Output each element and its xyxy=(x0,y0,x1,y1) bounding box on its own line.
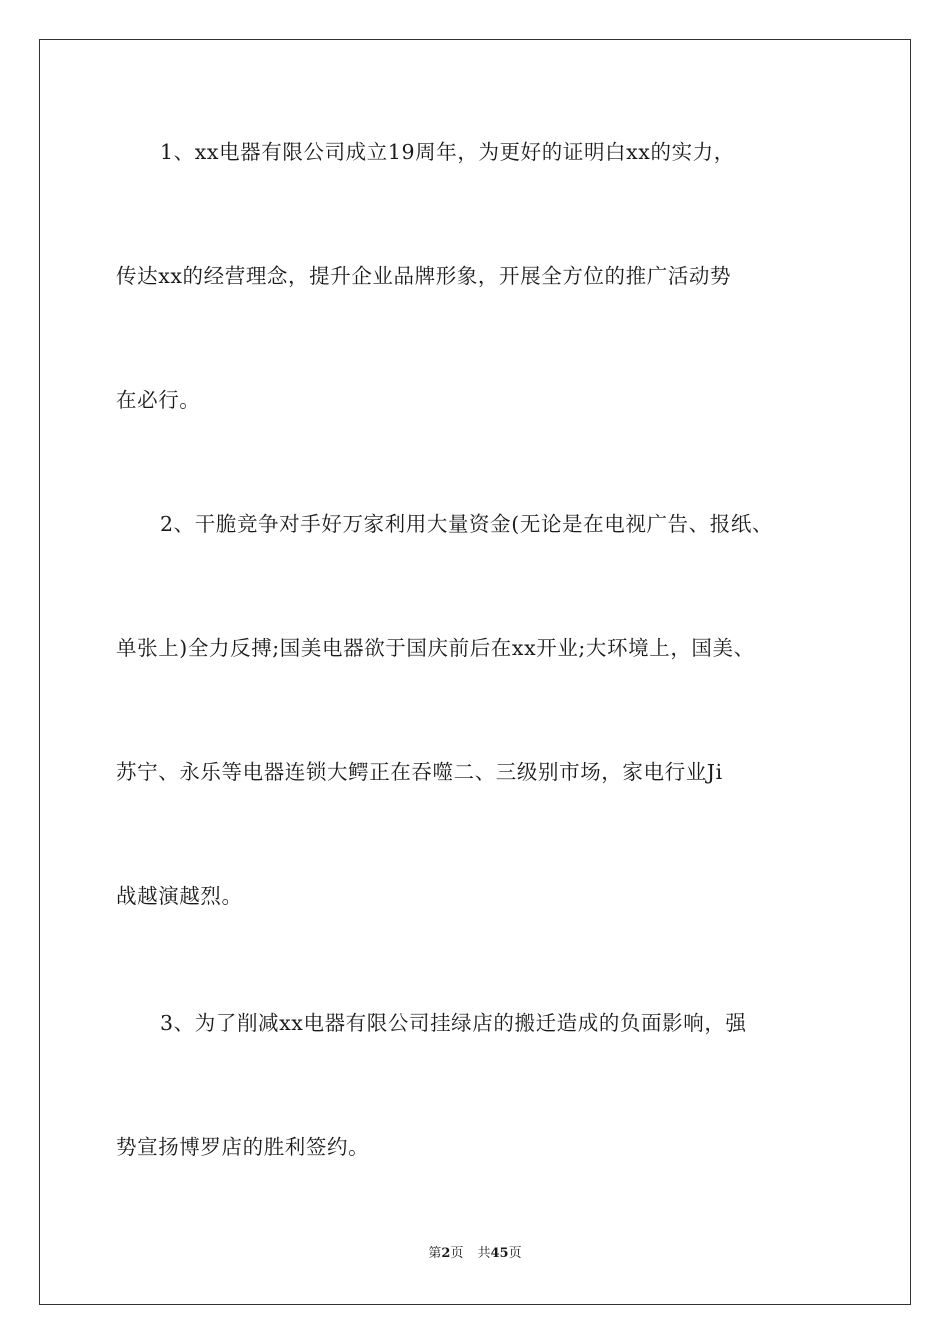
paragraph-2-line-2: 单张上)全力反搏;国美电器欲于国庆前后在xx开业;大环境上，国美、 xyxy=(116,636,755,660)
paragraph-2-line-1: 2、干脆竞争对手好万家利用大量资金(无论是在电视广告、报纸、 xyxy=(160,512,774,536)
footer-total-prefix: 共 xyxy=(477,1246,491,1261)
footer-page-suffix: 页 xyxy=(450,1246,464,1261)
paragraph-2-line-3: 苏宁、永乐等电器连锁大鳄正在吞噬二、三级别市场，家电行业Ji xyxy=(116,760,723,784)
paragraph-3-line-2: 势宣扬博罗店的胜利签约。 xyxy=(116,1135,370,1159)
paragraph-1-line-3: 在必行。 xyxy=(116,388,201,412)
paragraph-1-line-2: 传达xx的经营理念，提升企业品牌形象，开展全方位的推广活动势 xyxy=(116,264,732,288)
page-footer xyxy=(0,1245,950,1263)
paragraph-1-line-1: 1、xx电器有限公司成立19周年，为更好的证明白xx的实力， xyxy=(160,140,735,164)
footer-total-pages: 45 xyxy=(490,1246,509,1261)
footer-total-suffix: 页 xyxy=(508,1246,522,1261)
paragraph-2-line-4: 战越演越烈。 xyxy=(116,884,243,908)
page-border xyxy=(39,39,911,1305)
paragraph-3-line-1: 3、为了削减xx电器有限公司挂绿店的搬迁造成的负面影响，强 xyxy=(160,1011,747,1035)
footer-page-number: 2 xyxy=(441,1246,451,1261)
footer-page-prefix: 第 xyxy=(428,1246,442,1261)
